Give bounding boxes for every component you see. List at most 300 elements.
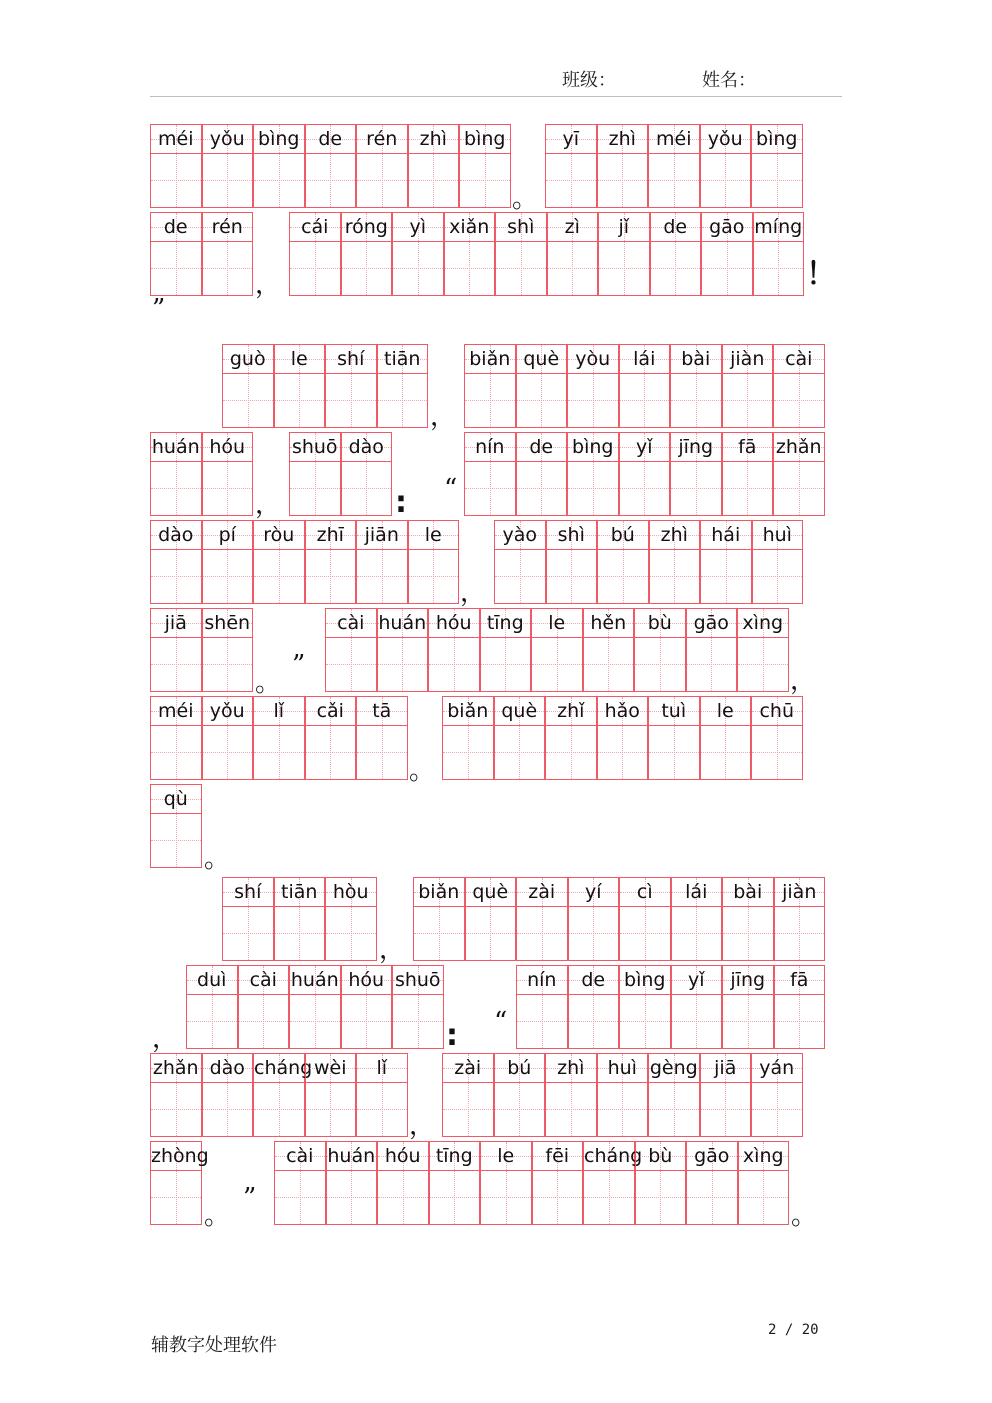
writing-cell[interactable] bbox=[480, 608, 532, 692]
writing-cell[interactable] bbox=[186, 965, 238, 1049]
writing-cell[interactable] bbox=[253, 520, 305, 604]
writing-cell[interactable] bbox=[753, 212, 805, 296]
pinyin-syllable: què bbox=[472, 881, 509, 903]
writing-cell[interactable] bbox=[516, 877, 568, 961]
punctuation-mark: ， bbox=[430, 402, 457, 432]
grid-line bbox=[569, 1021, 619, 1022]
writing-cell[interactable] bbox=[495, 212, 547, 296]
pinyin-syllable: bìng bbox=[624, 969, 666, 991]
writing-cell[interactable] bbox=[546, 520, 598, 604]
writing-cell[interactable] bbox=[305, 696, 357, 780]
punctuation-mark: 。 bbox=[204, 1201, 231, 1231]
pinyin-syllable: zhì bbox=[608, 128, 636, 150]
writing-cell[interactable] bbox=[274, 877, 326, 961]
writing-cell[interactable] bbox=[619, 965, 671, 1049]
grid-line bbox=[496, 241, 546, 242]
writing-cell[interactable] bbox=[202, 696, 254, 780]
pinyin-syllable: shuō bbox=[394, 969, 441, 991]
pinyin-syllable: shí bbox=[337, 348, 365, 370]
grid-line bbox=[254, 180, 304, 181]
grid-line bbox=[569, 933, 619, 934]
grid-line bbox=[203, 637, 253, 638]
grid-line bbox=[254, 1109, 304, 1110]
writing-cell[interactable] bbox=[648, 1053, 700, 1137]
punctuation-mark: 。 bbox=[512, 184, 539, 214]
pinyin-syllable: lái bbox=[633, 348, 656, 370]
pinyin-syllable: lái bbox=[685, 881, 708, 903]
grid-line bbox=[598, 549, 648, 550]
grid-line bbox=[443, 1082, 493, 1083]
writing-cell[interactable] bbox=[686, 1141, 738, 1225]
pinyin-syllable: zhǎn bbox=[775, 436, 822, 458]
grid-line bbox=[151, 725, 201, 726]
pinyin-syllable: jīng bbox=[678, 436, 714, 458]
writing-cell[interactable] bbox=[545, 1053, 597, 1137]
grid-line bbox=[378, 1170, 428, 1171]
grid-line bbox=[620, 994, 670, 995]
pinyin-syllable: cháng bbox=[254, 1057, 313, 1079]
grid-line bbox=[671, 461, 721, 462]
pinyin-syllable: dào bbox=[209, 1057, 245, 1079]
grid-line bbox=[702, 268, 752, 269]
writing-cell[interactable] bbox=[150, 784, 202, 868]
grid-line bbox=[378, 373, 428, 374]
grid-line bbox=[517, 994, 567, 995]
writing-cell[interactable] bbox=[567, 344, 619, 428]
grid-line bbox=[568, 400, 618, 401]
pinyin-syllable: huán bbox=[151, 436, 200, 458]
writing-cell[interactable] bbox=[356, 1053, 408, 1137]
writing-cell[interactable] bbox=[773, 344, 825, 428]
grid-line bbox=[547, 576, 597, 577]
writing-cell[interactable] bbox=[356, 124, 408, 208]
writing-cell[interactable] bbox=[150, 520, 202, 604]
pinyin-syllable: cǎi bbox=[316, 700, 344, 722]
grid-line bbox=[393, 268, 443, 269]
writing-cell[interactable] bbox=[700, 520, 752, 604]
writing-cell[interactable] bbox=[253, 124, 305, 208]
grid-line bbox=[649, 752, 699, 753]
writing-cell[interactable] bbox=[619, 344, 671, 428]
grid-line bbox=[466, 933, 516, 934]
writing-cell[interactable] bbox=[583, 1141, 643, 1225]
grid-line bbox=[649, 1082, 699, 1083]
grid-line bbox=[239, 1021, 289, 1022]
grid-line bbox=[327, 1170, 377, 1171]
writing-cell[interactable] bbox=[597, 124, 649, 208]
pinyin-syllable: fā bbox=[738, 436, 757, 458]
writing-cell[interactable] bbox=[413, 877, 465, 961]
writing-cell[interactable] bbox=[202, 212, 254, 296]
writing-cell[interactable] bbox=[597, 1053, 649, 1137]
writing-cell[interactable] bbox=[635, 1141, 687, 1225]
grid-line bbox=[775, 906, 825, 907]
grid-line bbox=[151, 549, 201, 550]
writing-cell[interactable] bbox=[648, 696, 700, 780]
pinyin-syllable: bú bbox=[507, 1057, 532, 1079]
writing-cell[interactable] bbox=[737, 608, 789, 692]
grid-line bbox=[568, 461, 618, 462]
grid-line bbox=[306, 153, 356, 154]
writing-cell[interactable] bbox=[238, 965, 290, 1049]
writing-cell[interactable] bbox=[516, 432, 568, 516]
writing-cell[interactable] bbox=[751, 1053, 803, 1137]
writing-cell[interactable] bbox=[494, 520, 546, 604]
header-rule bbox=[150, 96, 842, 97]
pinyin-syllable: dào bbox=[348, 436, 384, 458]
writing-cell[interactable] bbox=[738, 1141, 790, 1225]
writing-cell[interactable] bbox=[202, 432, 254, 516]
grid-line bbox=[701, 752, 751, 753]
grid-line bbox=[546, 752, 596, 753]
grid-line bbox=[546, 180, 596, 181]
writing-cell[interactable] bbox=[700, 124, 752, 208]
writing-cell[interactable] bbox=[722, 965, 774, 1049]
grid-line bbox=[306, 549, 356, 550]
grid-line bbox=[290, 241, 340, 242]
writing-cell[interactable] bbox=[567, 432, 619, 516]
grid-line bbox=[326, 637, 376, 638]
grid-line bbox=[290, 268, 340, 269]
grid-line bbox=[774, 461, 824, 462]
writing-cell[interactable] bbox=[150, 1141, 209, 1225]
grid-line bbox=[723, 400, 773, 401]
grid-line bbox=[701, 576, 751, 577]
punctuation-mark: ” bbox=[243, 1183, 257, 1213]
grid-line bbox=[306, 180, 356, 181]
writing-cell[interactable] bbox=[700, 1053, 752, 1137]
grid-line bbox=[546, 1109, 596, 1110]
grid-line bbox=[443, 725, 493, 726]
writing-cell[interactable] bbox=[274, 1141, 326, 1225]
pinyin-syllable: yì bbox=[409, 216, 427, 238]
grid-line bbox=[430, 1170, 480, 1171]
grid-line bbox=[326, 933, 376, 934]
grid-line bbox=[254, 1082, 304, 1083]
grid-line bbox=[548, 268, 598, 269]
writing-cell[interactable] bbox=[671, 877, 723, 961]
grid-line bbox=[223, 933, 273, 934]
pinyin-syllable: biǎn bbox=[418, 881, 460, 903]
writing-cell[interactable] bbox=[253, 1053, 313, 1137]
grid-line bbox=[495, 1082, 545, 1083]
writing-cell[interactable] bbox=[150, 432, 202, 516]
writing-cell[interactable] bbox=[442, 696, 494, 780]
grid-line bbox=[223, 906, 273, 907]
writing-cell[interactable] bbox=[444, 212, 496, 296]
grid-line bbox=[496, 268, 546, 269]
pinyin-syllable: tiān bbox=[384, 348, 421, 370]
writing-cell[interactable] bbox=[598, 212, 650, 296]
pinyin-syllable: yǐ bbox=[687, 969, 705, 991]
grid-line bbox=[532, 637, 582, 638]
pinyin-syllable: fēi bbox=[545, 1145, 570, 1167]
writing-cell[interactable] bbox=[408, 520, 460, 604]
pinyin-syllable: zhì bbox=[660, 524, 688, 546]
grid-line bbox=[481, 637, 531, 638]
writing-cell[interactable] bbox=[494, 1053, 546, 1137]
writing-cell[interactable] bbox=[619, 432, 671, 516]
writing-cell[interactable] bbox=[568, 877, 620, 961]
writing-cell[interactable] bbox=[670, 432, 722, 516]
grid-line bbox=[517, 461, 567, 462]
grid-line bbox=[481, 1170, 531, 1171]
pinyin-syllable: de bbox=[663, 216, 688, 238]
grid-line bbox=[752, 180, 802, 181]
pinyin-syllable: bìng bbox=[464, 128, 506, 150]
pinyin-syllable: rén bbox=[211, 216, 243, 238]
writing-cell[interactable] bbox=[545, 124, 597, 208]
writing-cell[interactable] bbox=[325, 608, 377, 692]
grid-line bbox=[306, 752, 356, 753]
grid-line bbox=[414, 933, 464, 934]
pinyin-syllable: gāo bbox=[709, 216, 745, 238]
writing-cell[interactable] bbox=[392, 965, 444, 1049]
grid-line bbox=[495, 576, 545, 577]
grid-line bbox=[687, 637, 737, 638]
writing-cell[interactable] bbox=[428, 608, 480, 692]
writing-cell[interactable] bbox=[516, 965, 568, 1049]
pinyin-syllable: jiàn bbox=[782, 881, 817, 903]
writing-cell[interactable] bbox=[516, 344, 568, 428]
grid-line bbox=[636, 1197, 686, 1198]
grid-line bbox=[723, 373, 773, 374]
writing-cell[interactable] bbox=[547, 212, 599, 296]
grid-line bbox=[290, 461, 340, 462]
grid-line bbox=[443, 1109, 493, 1110]
writing-cell[interactable] bbox=[289, 965, 341, 1049]
writing-cell[interactable] bbox=[670, 344, 722, 428]
pinyin-syllable: bài bbox=[733, 881, 763, 903]
writing-cell[interactable] bbox=[700, 696, 752, 780]
grid-line bbox=[357, 725, 407, 726]
pinyin-syllable: huán bbox=[290, 969, 339, 991]
grid-line bbox=[753, 549, 803, 550]
writing-cell[interactable] bbox=[773, 432, 825, 516]
grid-line bbox=[517, 488, 567, 489]
writing-cell[interactable] bbox=[464, 432, 516, 516]
writing-cell[interactable] bbox=[377, 1141, 429, 1225]
pinyin-syllable: shí bbox=[234, 881, 262, 903]
grid-line bbox=[495, 752, 545, 753]
writing-cell[interactable] bbox=[494, 696, 546, 780]
writing-cell[interactable] bbox=[408, 124, 460, 208]
grid-line bbox=[739, 1170, 789, 1171]
grid-line bbox=[598, 725, 648, 726]
pinyin-syllable: tuì bbox=[661, 700, 687, 722]
writing-cell[interactable] bbox=[150, 696, 202, 780]
writing-cell[interactable] bbox=[531, 608, 583, 692]
writing-cell[interactable] bbox=[751, 696, 803, 780]
writing-cell[interactable] bbox=[722, 432, 774, 516]
writing-cell[interactable] bbox=[459, 124, 511, 208]
writing-cell[interactable] bbox=[648, 124, 700, 208]
grid-line bbox=[636, 1170, 686, 1171]
pinyin-syllable: huán bbox=[378, 612, 427, 634]
writing-cell[interactable] bbox=[377, 344, 429, 428]
writing-cell[interactable] bbox=[202, 520, 254, 604]
pinyin-syllable: tiān bbox=[281, 881, 318, 903]
grid-line bbox=[774, 488, 824, 489]
writing-cell[interactable] bbox=[377, 608, 429, 692]
writing-cell[interactable] bbox=[429, 1141, 481, 1225]
grid-line bbox=[151, 752, 201, 753]
grid-line bbox=[275, 933, 325, 934]
writing-cell[interactable] bbox=[671, 965, 723, 1049]
pinyin-syllable: hái bbox=[711, 524, 741, 546]
writing-cell[interactable] bbox=[774, 965, 826, 1049]
grid-line bbox=[342, 994, 392, 995]
writing-cell[interactable] bbox=[545, 696, 597, 780]
writing-cell[interactable] bbox=[305, 520, 357, 604]
pinyin-syllable: hóu bbox=[435, 612, 472, 634]
writing-cell[interactable] bbox=[341, 432, 393, 516]
grid-line bbox=[701, 1109, 751, 1110]
grid-line bbox=[275, 400, 325, 401]
writing-cell[interactable] bbox=[649, 520, 701, 604]
grid-line bbox=[342, 241, 392, 242]
writing-cell[interactable] bbox=[722, 344, 774, 428]
pinyin-syllable: cài bbox=[286, 1145, 314, 1167]
pinyin-syllable: què bbox=[523, 348, 560, 370]
writing-cell[interactable] bbox=[752, 520, 804, 604]
writing-cell[interactable] bbox=[305, 124, 357, 208]
writing-cell[interactable] bbox=[150, 124, 202, 208]
writing-cell[interactable] bbox=[222, 344, 274, 428]
grid-line bbox=[671, 488, 721, 489]
grid-line bbox=[409, 576, 459, 577]
pinyin-syllable: tīng bbox=[486, 612, 524, 634]
pinyin-syllable: què bbox=[501, 700, 538, 722]
pinyin-syllable: le bbox=[424, 524, 442, 546]
pinyin-syllable: yán bbox=[759, 1057, 795, 1079]
writing-cell[interactable] bbox=[650, 212, 702, 296]
grid-line bbox=[203, 241, 253, 242]
writing-cell[interactable] bbox=[686, 608, 738, 692]
grid-line bbox=[701, 549, 751, 550]
writing-cell[interactable] bbox=[289, 432, 341, 516]
punctuation-mark: 。 bbox=[255, 668, 282, 698]
pinyin-syllable: gāo bbox=[693, 612, 729, 634]
grid-line bbox=[357, 576, 407, 577]
grid-line bbox=[620, 1021, 670, 1022]
grid-line bbox=[378, 637, 428, 638]
punctuation-mark: ， bbox=[790, 666, 817, 696]
writing-cell[interactable] bbox=[274, 344, 326, 428]
grid-line bbox=[342, 461, 392, 462]
grid-line bbox=[151, 813, 201, 814]
writing-cell[interactable] bbox=[341, 212, 393, 296]
grid-line bbox=[378, 400, 428, 401]
pinyin-syllable: jīng bbox=[730, 969, 766, 991]
grid-line bbox=[151, 1082, 201, 1083]
writing-cell[interactable] bbox=[442, 1053, 494, 1137]
pinyin-syllable: tā bbox=[372, 700, 392, 722]
writing-cell[interactable] bbox=[202, 1053, 254, 1137]
grid-line bbox=[517, 933, 567, 934]
writing-cell[interactable] bbox=[356, 520, 408, 604]
pinyin-syllable: huán bbox=[327, 1145, 376, 1167]
writing-cell[interactable] bbox=[480, 1141, 532, 1225]
grid-line bbox=[357, 1109, 407, 1110]
pinyin-syllable: yǒu bbox=[209, 700, 245, 722]
writing-cell[interactable] bbox=[356, 696, 408, 780]
writing-cell[interactable] bbox=[305, 1053, 357, 1137]
grid-line bbox=[635, 637, 685, 638]
grid-line bbox=[598, 1109, 648, 1110]
grid-line bbox=[445, 241, 495, 242]
pinyin-syllable: hóu bbox=[384, 1145, 421, 1167]
writing-cell[interactable] bbox=[722, 877, 774, 961]
writing-cell[interactable] bbox=[465, 877, 517, 961]
writing-cell[interactable] bbox=[568, 965, 620, 1049]
pinyin-syllable: xìng bbox=[742, 1145, 784, 1167]
grid-line bbox=[187, 1021, 237, 1022]
pinyin-syllable: zhǎn bbox=[152, 1057, 199, 1079]
grid-line bbox=[203, 488, 253, 489]
writing-cell[interactable] bbox=[751, 124, 803, 208]
pinyin-syllable: xiǎn bbox=[449, 216, 490, 238]
writing-cell[interactable] bbox=[325, 877, 377, 961]
grid-line bbox=[151, 664, 201, 665]
writing-cell[interactable] bbox=[392, 212, 444, 296]
grid-line bbox=[203, 752, 253, 753]
writing-cell[interactable] bbox=[597, 696, 649, 780]
grid-line bbox=[584, 637, 634, 638]
grid-line bbox=[649, 180, 699, 181]
writing-cell[interactable] bbox=[289, 212, 341, 296]
writing-cell[interactable] bbox=[774, 877, 826, 961]
punctuation-mark: 。 bbox=[204, 844, 231, 874]
grid-line bbox=[495, 549, 545, 550]
writing-cell[interactable] bbox=[597, 520, 649, 604]
writing-cell[interactable] bbox=[583, 608, 635, 692]
grid-line bbox=[701, 180, 751, 181]
pinyin-syllable: nín bbox=[475, 436, 505, 458]
punctuation-mark: 。 bbox=[791, 1201, 818, 1231]
writing-cell[interactable] bbox=[341, 965, 393, 1049]
writing-cell[interactable] bbox=[202, 608, 254, 692]
writing-cell[interactable] bbox=[150, 608, 202, 692]
writing-cell[interactable] bbox=[532, 1141, 584, 1225]
writing-cell[interactable] bbox=[150, 1053, 202, 1137]
pinyin-syllable: zhì bbox=[557, 1057, 585, 1079]
writing-cell[interactable] bbox=[253, 696, 305, 780]
writing-cell[interactable] bbox=[150, 212, 202, 296]
writing-cell[interactable] bbox=[325, 344, 377, 428]
grid-line bbox=[599, 268, 649, 269]
writing-cell[interactable] bbox=[701, 212, 753, 296]
punctuation-mark: ， bbox=[152, 1024, 179, 1054]
writing-cell[interactable] bbox=[222, 877, 274, 961]
pinyin-syllable: jiā bbox=[164, 612, 187, 634]
writing-cell[interactable] bbox=[326, 1141, 378, 1225]
writing-cell[interactable] bbox=[634, 608, 686, 692]
writing-cell[interactable] bbox=[464, 344, 516, 428]
pinyin-syllable: méi bbox=[158, 700, 194, 722]
writing-cell[interactable] bbox=[619, 877, 671, 961]
grid-line bbox=[465, 400, 515, 401]
grid-line bbox=[443, 752, 493, 753]
punctuation-mark: ， bbox=[255, 490, 282, 520]
grid-line bbox=[620, 400, 670, 401]
grid-line bbox=[465, 373, 515, 374]
writing-cell[interactable] bbox=[202, 124, 254, 208]
pinyin-syllable: xìng bbox=[742, 612, 784, 634]
pinyin-syllable: cài bbox=[337, 612, 365, 634]
grid-line bbox=[430, 1197, 480, 1198]
grid-line bbox=[393, 994, 443, 995]
